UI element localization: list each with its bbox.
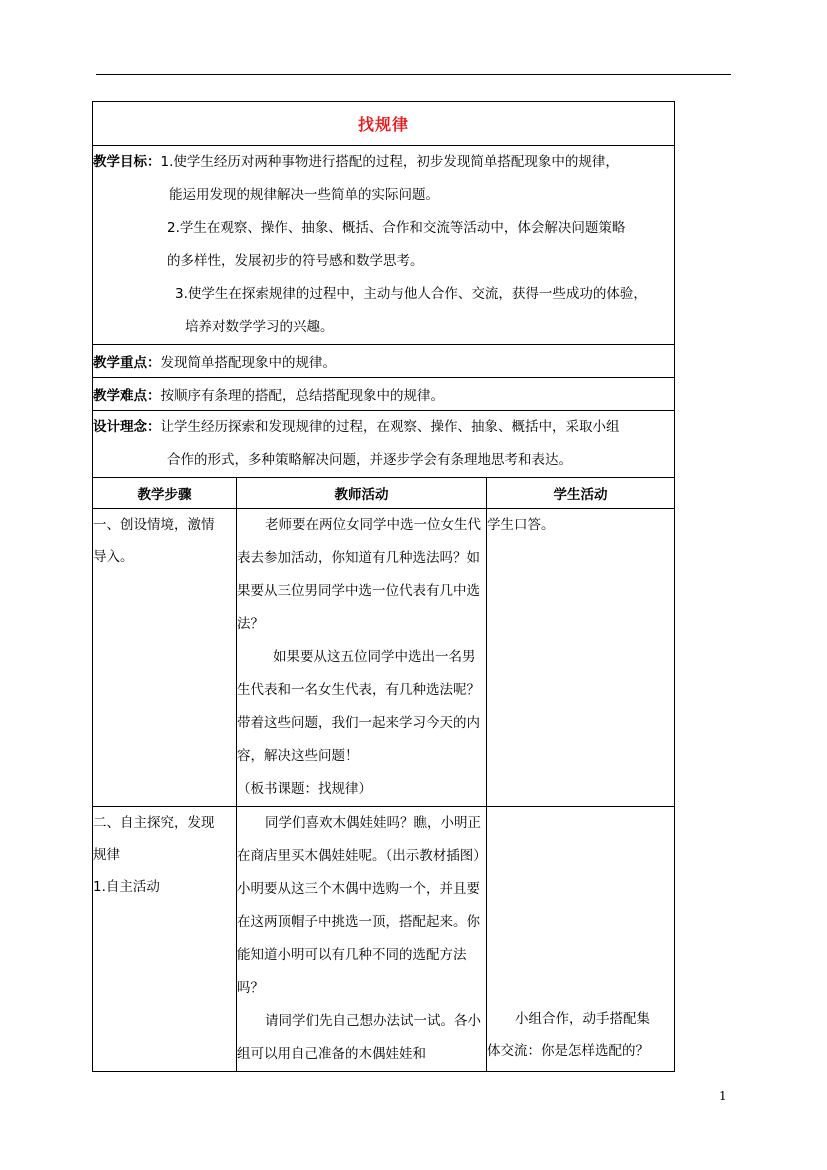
document-title: 找规律: [358, 115, 410, 134]
step-cell: [93, 509, 237, 807]
student-cell: [487, 807, 675, 1072]
student-cell: [487, 509, 675, 807]
teacher-cell: [237, 509, 487, 807]
step-line: 1.自主活动: [93, 879, 160, 895]
student-line: 学生口答。: [487, 517, 555, 533]
step-line: 二、自主探究，发现: [93, 815, 215, 831]
goal-line: 1.使学生经历对两种事物进行搭配的过程，初步发现简单搭配现象中的规律，: [160, 154, 619, 170]
table-row: [93, 509, 675, 807]
concept-label: 设计理念：: [93, 419, 161, 435]
key-point-label: 教学重点：: [93, 355, 161, 371]
goals-cell: [93, 146, 675, 345]
goal-line: 3.使学生在探索规律的过程中，主动与他人合作、交流，获得一些成功的体验，: [175, 286, 647, 302]
teacher-paragraph: （板书课题：找规律）: [237, 781, 372, 797]
header-rule: [96, 74, 731, 75]
column-header-steps: 教学步骤: [93, 478, 237, 509]
key-point-cell: [93, 345, 675, 378]
goal-line: 2.学生在观察、操作、抽象、概括、合作和交流等活动中，体会解决问题策略: [167, 220, 626, 236]
teacher-paragraph: 老师要在两位女同学中选一位女生代表去参加活动，你知道有几种选法吗？如果要从三位男同学中选一位代表有几中选法？: [237, 517, 481, 632]
concept-line: 让学生经历探索和发现规律的过程，在观察、操作、抽象、概括中，采取小组: [160, 419, 620, 435]
step-cell: [93, 807, 237, 1072]
goal-line: 能运用发现的规律解决一些简单的实际问题。: [169, 187, 439, 203]
page-number: 1: [719, 1089, 727, 1103]
column-header-teacher: 教师活动: [237, 478, 487, 509]
goal-line: 培养对数学学习的兴趣。: [185, 319, 334, 335]
difficulty-label: 教学难点：: [93, 388, 161, 404]
title-cell: [93, 102, 675, 146]
step-line: 导入。: [93, 549, 134, 565]
teacher-paragraph: 同学们喜欢木偶娃娃吗？瞧，小明正在商店里买木偶娃娃呢。（出示教材插图）小明要从这三个木偶中选购一个，并且要在这两顶帽子中挑选一顶，搭配起来。你能知道小明可以有几种不同的选配方法吗？: [237, 815, 481, 996]
difficulty-text: 按顺序有条理的搭配，总结搭配现象中的规律。: [160, 388, 444, 404]
teacher-paragraph: 如果要从这五位同学中选出一名男生代表和一名女生代表，有几种选法呢？带着这些问题，我们一起来学习今天的内容，解决这些问题！: [237, 649, 480, 764]
student-line: 小组合作，动手搭配集: [515, 1011, 650, 1027]
step-line: 一、创设情境，激情: [93, 517, 215, 533]
column-header-student: 学生活动: [487, 478, 675, 509]
table-row: [93, 807, 675, 1072]
lesson-plan-table: [92, 101, 675, 1072]
concept-cell: [93, 411, 675, 478]
step-line: 规律: [93, 847, 120, 863]
goals-label: 教学目标：: [93, 154, 161, 170]
key-point-text: 发现简单搭配现象中的规律。: [160, 355, 336, 371]
teacher-cell: [237, 807, 487, 1072]
concept-line: 合作的形式，多种策略解决问题，并逐步学会有条理地思考和表达。: [167, 452, 572, 468]
teacher-paragraph: 请同学们先自己想办法试一试。各小组可以用自己准备的木偶娃娃和: [237, 1013, 481, 1062]
goal-line: 的多样性，发展初步的符号感和数学思考。: [167, 253, 424, 269]
student-line: 体交流：你是怎样选配的？: [487, 1043, 649, 1059]
difficulty-cell: [93, 378, 675, 411]
